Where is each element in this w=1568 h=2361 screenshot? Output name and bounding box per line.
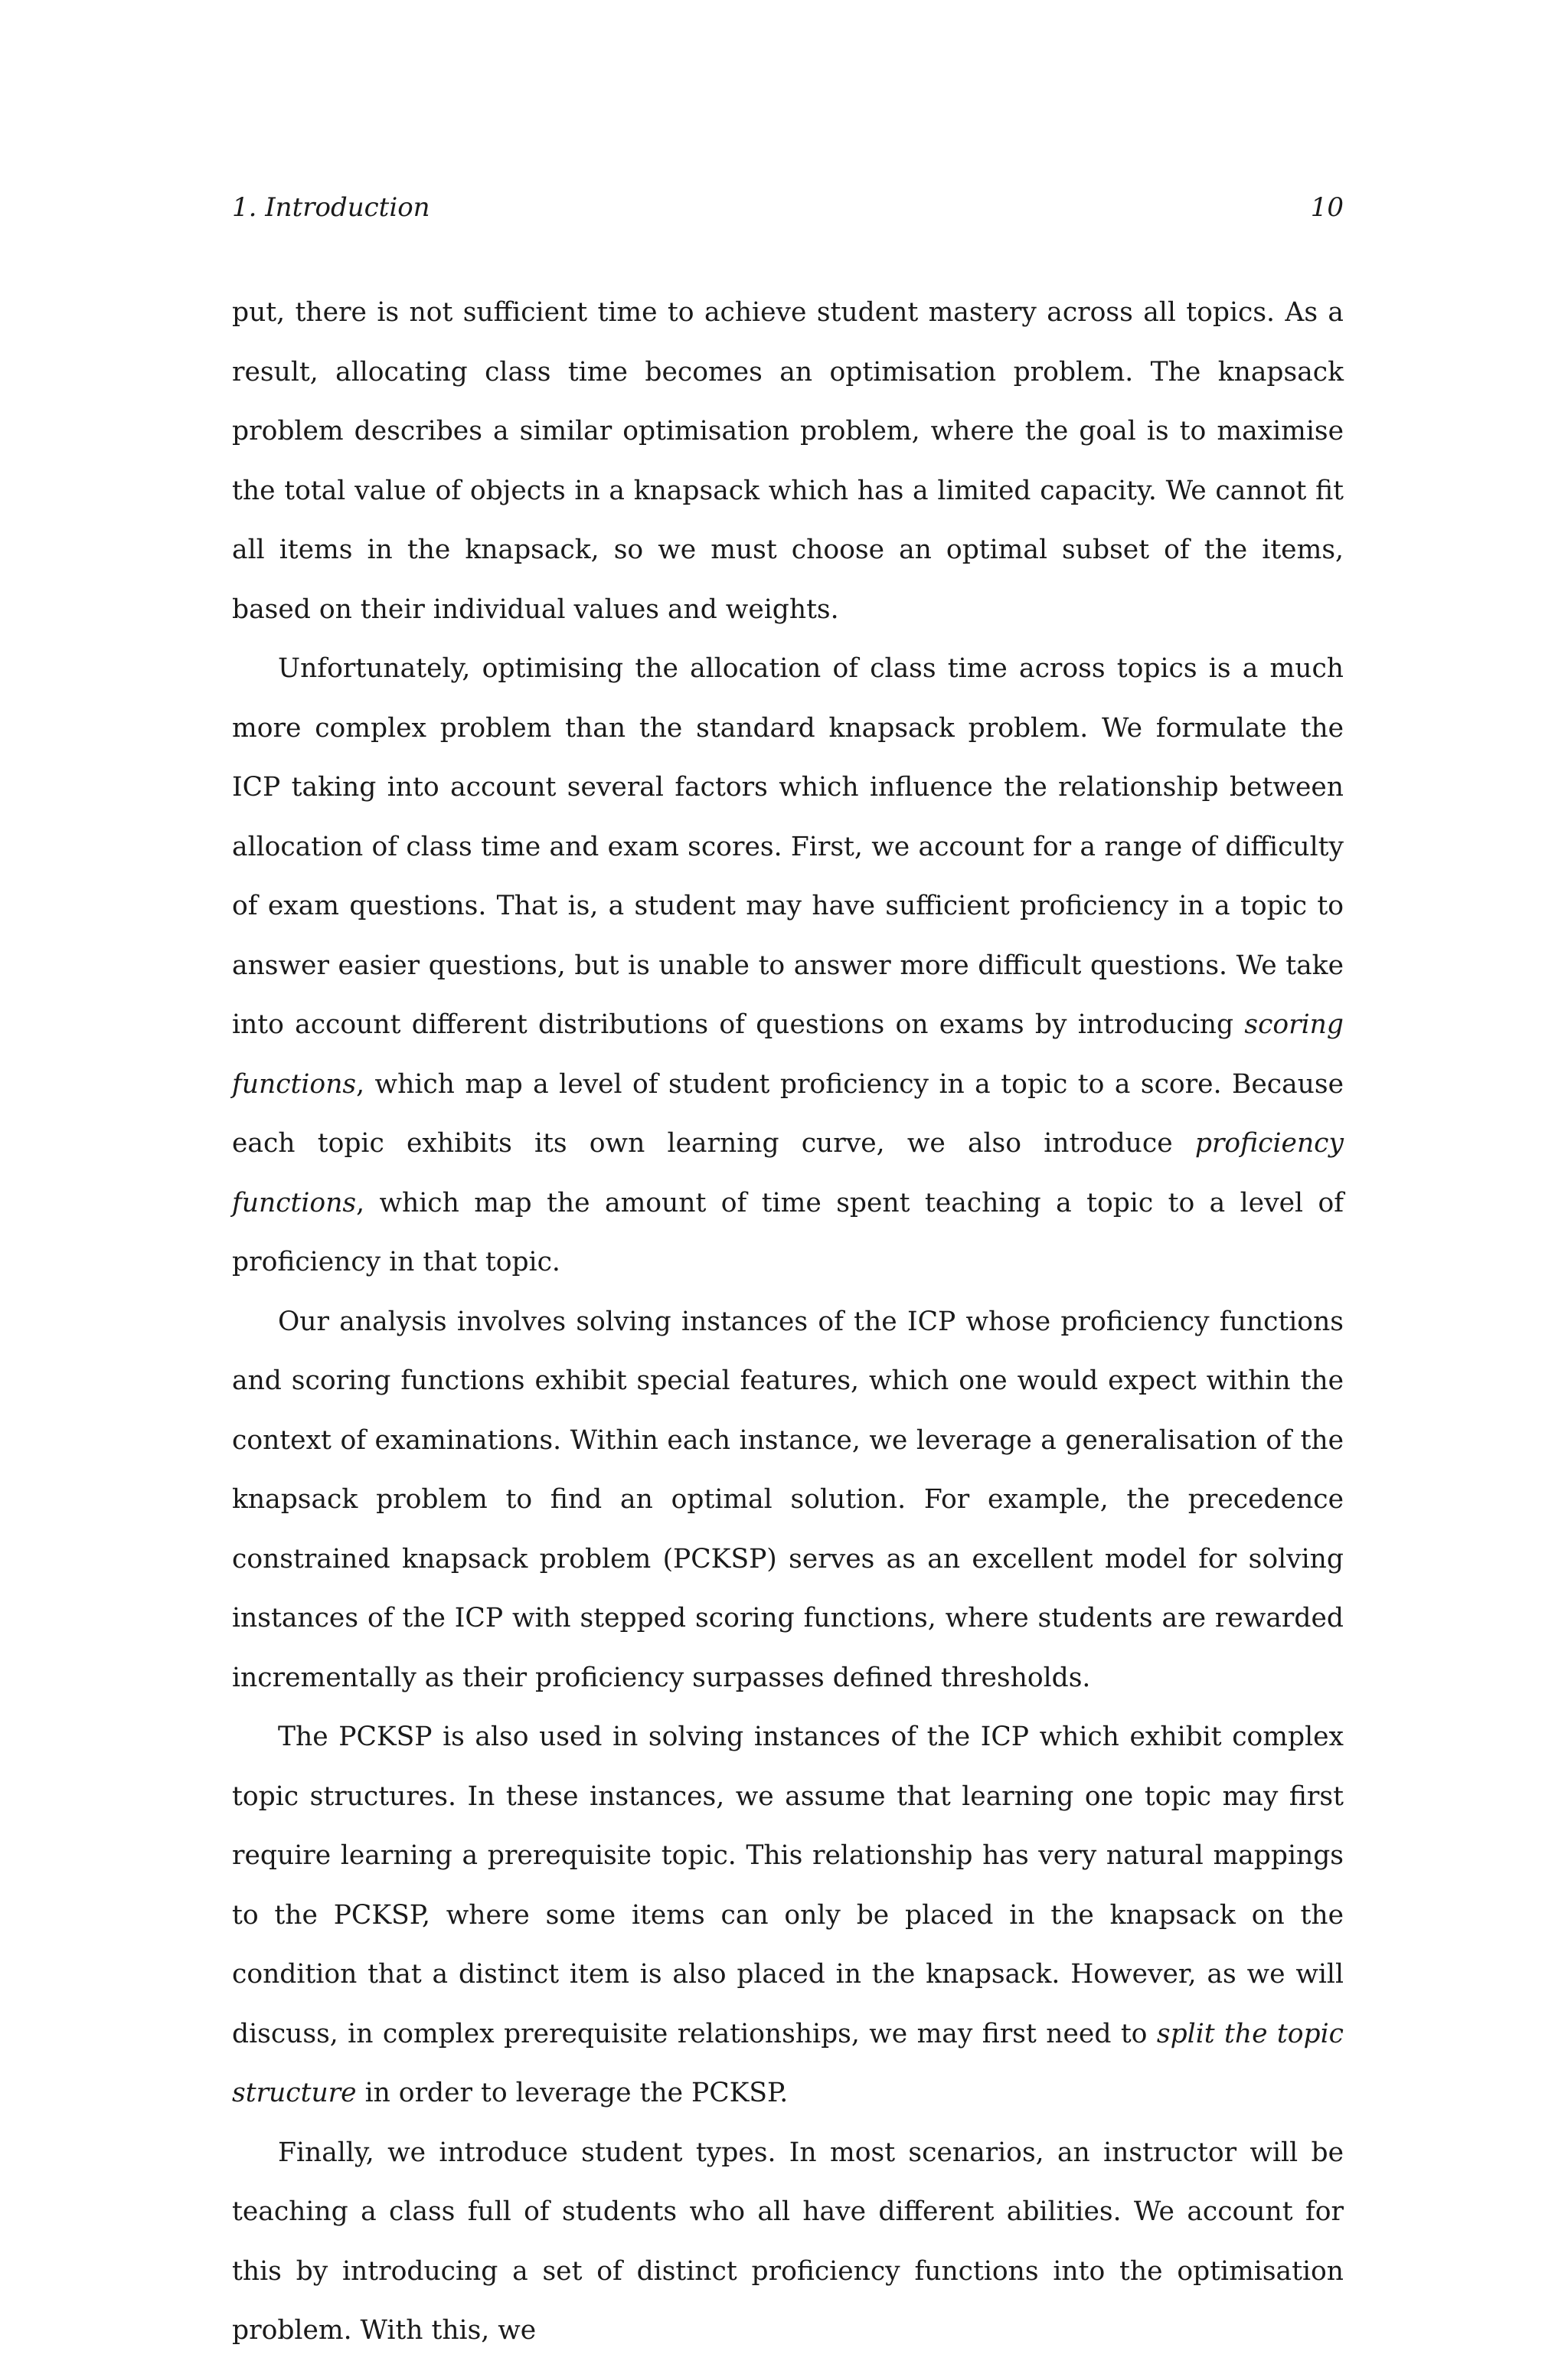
paragraph-5 xyxy=(232,2124,1344,2361)
paragraph-2 xyxy=(232,639,1344,1293)
body-text xyxy=(232,283,1344,2361)
page-number: 10 xyxy=(1310,192,1344,223)
paragraph-text: Finally, we introduce student types. In most scenarios, an instructor will be teaching a class full of students who all have different abilities. We account for this by introducing a set of distinct proficiency functions into the optimisation problem. With this, we xyxy=(232,2137,1344,2346)
paragraph-4 xyxy=(232,1708,1344,2124)
emphasis-scoring-functions: scoring functions xyxy=(232,1009,1344,1100)
paragraph-text: put, there is not sufficient time to achieve student mastery across all topics. As a result, allocating class time becomes an optimisation problem. The knapsack problem describes a similar optimisation problem, where the goal is to maximise the total value of objects in a knapsack which has a limited capacity. We cannot fit all items in the knapsack, so we must choose an optimal subset of the items, based on their individual values and weights. xyxy=(232,297,1344,625)
paragraph-3 xyxy=(232,1293,1344,1709)
paragraph-text: in order to leverage the PCKSP. xyxy=(356,2078,789,2108)
emphasis-split-topic-structure: split the topic structure xyxy=(232,2018,1344,2108)
paragraph-text: Our analysis involves solving instances of the ICP whose proficiency functions and scoring functions exhibit special features, which one would expect within the context of examinations. Within each instance, we leverage a generalisation of the knapsack problem to find an optimal solution. For example, the precedence constrained knapsack problem (PCKSP) serves as an excellent model for solving instances of the ICP with stepped scoring functions, where students are rewarded incrementally as their proficiency surpasses defined thresholds. xyxy=(232,1306,1344,1693)
paragraph-text: The PCKSP is also used in solving instances of the ICP which exhibit complex topic structures. In these instances, we assume that learning one topic may first require learning a prerequisite topic. This relationship has very natural mappings to the PCKSP, where some items can only be placed in the knapsack on the condition that a distinct item is also placed in the knapsack. However, as we will discuss, in complex prerequisite relationships, we may first need to xyxy=(232,1722,1344,2049)
paragraph-text: Unfortunately, optimising the allocation of class time across topics is a much more complex problem than the standard knapsack problem. We formulate the ICP taking into account several factors which influence the relationship between allocation of class time and exam scores. First, we account for a range of difficulty of exam questions. That is, a student may have sufficient proficiency in a topic to answer easier questions, but is unable to answer more difficult questions. We take into account different distributions of questions on exams by introducing xyxy=(232,653,1344,1040)
paragraph-1 xyxy=(232,283,1344,639)
paragraph-text: , which map the amount of time spent teaching a topic to a level of proficiency in that topic. xyxy=(232,1187,1344,1277)
emphasis-proficiency-functions: proficiency functions xyxy=(232,1128,1344,1218)
running-head-chapter: 1. Introduction xyxy=(232,192,430,223)
page-header xyxy=(232,188,1344,227)
paragraph-text: , which map a level of student proficiency in a topic to a score. Because each topic exhibits its own learning curve, we also introduce xyxy=(232,1068,1344,1159)
